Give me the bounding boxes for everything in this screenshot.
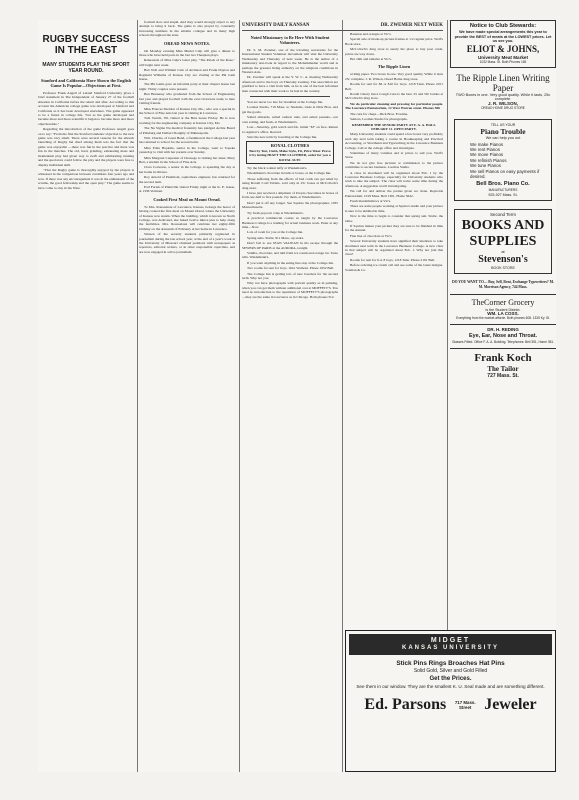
small-ad: writing paper. Two boxes in one. Very good quality. While it lasts 25c complete. J. R. Wilson, Oread Home drug store. (345, 72, 443, 81)
small-ad: Valentines of many varieties and at prices to suit you. Wolf's Store. (345, 150, 443, 160)
books-top: Second Term (490, 212, 516, 218)
doctor-name: DR. H. REDING (487, 327, 519, 333)
column-1 (38, 20, 134, 772)
piano-help: We can help you out (485, 136, 521, 141)
eliot-name: ELIOT & JOHNS, (466, 43, 540, 54)
divider (250, 96, 330, 97)
corner-text: Everything from the market afforde. Both phones 608. 1335 Ky. St. (456, 316, 550, 321)
news-note: Tom Veatch, '09, visited at the Beta house Friday. He is now working for the engineering company at Kansas City, Mo. (139, 116, 235, 125)
column-5 (450, 20, 556, 620)
royal-clothes-text: Best by Test, Cloth, Make Style, Fit, Price Wear. Prove it by letting HIATT THE CLOTHIER, order for you a ROYAL SUIT. (249, 148, 331, 162)
jeweler-name: Ed. Parsons (364, 696, 447, 713)
small-ad: I have just received a shipment of Utopia chocolates in boxes of from one-half to five pounds. Try them, at Wiedemann's. (242, 191, 338, 200)
rugby-deck: Stanford and California Have Shown the English Game Is Popular—Objections at First. (40, 78, 131, 88)
rugby-subhead: MANY STUDENTS PLAY THE SPORT YEAR ROUND. (42, 62, 130, 74)
doctor-title: Eye, Ear, Nose and Throat. (468, 332, 537, 339)
senior-party-notice: REMEMBER THE SENIOR PARTY AT F. A. A. HALL FEBUARY 11. OPEN PARTY. (352, 122, 436, 131)
small-ad: Fresh marshmallows at Vic's. (350, 199, 391, 203)
small-ad: You are never too late for breakfast at the College Inn. (247, 100, 324, 105)
small-ad: If you want anything in the eating line stop at the College Inn. (247, 260, 334, 265)
masthead-left: UNIVERSITY DAILY KANSAN (242, 22, 310, 28)
bell-bros-address: 925-927 Mass. St. (488, 192, 518, 197)
column-rule (239, 20, 240, 772)
small-ad: Those suffering from the effects of bad colds can get relief by using Roxall Cold Tablets, sold only in 25c boxes at McColloch's drug store. (242, 176, 338, 190)
news-note: Rehearsals of Miss Culp's latest play, "The Petals of the Rose," will begin next week. (139, 58, 235, 67)
small-ad: Special sale of made-up picture frames at 1/2 regular price. Wolf's Book store. (345, 37, 443, 46)
books-sub: BOOK STORE (491, 266, 515, 271)
news-note: Miss Edna Hopkins, senior in the College, went to Topeka yesterday to visit with her parents over Sunday. (139, 145, 235, 155)
column-2 (139, 20, 235, 772)
piano-item: We tune Pianos (470, 163, 501, 169)
corner-grocery-ad (450, 294, 556, 321)
small-ad: A practical commercial course as taught by the Lawrence Business College is a training for actual business work. Enter at any time—Now. (242, 216, 338, 229)
small-ad: Don't fail to see JEAN VALJEAN in his escape through the SEWERS OF PARIS at the AURORA, tonight. (242, 241, 338, 250)
small-ad: Wiedemann's chocolate in bulk or boxes, at the College Inn. (247, 171, 332, 176)
rugby-headline: RUGBY SUCCESS IN THE EAST (42, 34, 130, 56)
news-note: The Nu Sigma Nu medical fraternity has pledged Archie Beard of Pittsburg and Delbert Doughty of Minneapolis. (139, 126, 235, 135)
small-ad: Spring suits. Stultz, 911 Mass., up stairs. (247, 235, 304, 240)
koch-sub: The Tailor (487, 364, 519, 373)
small-ad: The College Inn is getting lots of new boarders for the second term. Why not you. (242, 271, 338, 280)
news-note: Bob Noll and William Cain of Atchison and Frank Dayton and Reginald Williams of Kansas City are visiting at the Phi Gam house. (139, 68, 235, 82)
news-note: Clara Converse, a senior in the College, is spending the day at her home in Ottawa. (139, 165, 235, 174)
typewriter-ad: DO YOU WANT TO— Buy, Sell, Rent, Exchange Typewriters? M. M. Morrison Agency, 744 Mass. (452, 280, 554, 290)
ripple-wilson: J. R. WILSON, (487, 100, 518, 106)
eliot-address: 1032 Mass. St. Both Phones 165 (479, 60, 527, 65)
jeweler-items: Stick Pins Rings Broaches Hat Pins (396, 660, 505, 667)
ripple-heading: The Ripple Linen (377, 64, 411, 70)
small-ad: Roxall Cherry Juice Cough Cure is the best. 25 and 50c bottles at McColloch's drug store. (345, 92, 443, 101)
small-ad: Two rooms for rent for boys. 1041 Vermont. Phone 1652 Bell. (247, 266, 335, 271)
bell-bros-title: Bell Bros. Piano Co. (476, 181, 530, 188)
doctor-text: Glasses Fitted. Office F. A. A. Building. Telephones: Bell 351, Home 351. (451, 339, 555, 344)
doctor-ad (450, 324, 556, 343)
news-note: Roy Arnold of Piedmont, sophomore engineer, has returned for the second term. (139, 175, 235, 184)
club-stewards-ad (450, 20, 556, 68)
small-ad: There are some people working at Squire's studio and your picture is sure to be skidded in time. (345, 204, 443, 213)
masthead-right: DR. ZWEMER NEXT WEEK (380, 22, 443, 28)
column-4 (345, 32, 443, 625)
small-ad: Lost—Saturday, gold watch and fob, initial "M" on face. Return to registrar's office. Reward. (242, 125, 338, 134)
news-note: Wm. Charles, of Great Bend, a freshman in the College last year has returned to school for the second term. (139, 135, 235, 145)
newspaper-page (38, 20, 556, 772)
small-ad: Rooms for rent for 6 or 8 boys, 1218 Tenn. Phone 2101 Bell. (350, 257, 436, 262)
piano-ad (454, 119, 552, 201)
article-paragraph: football slow and stupid. And they would strongly object to any attempt to bring it back. The game is also played by constantly increasing numbers in the smaller colleges and in many high schools throughout the state. (139, 20, 235, 38)
news-note: On Monday evening Miss Muriel Culp will give a dinner to those who have held parts in the last two Thespian plays. (139, 48, 235, 58)
small-ad: Several University students have signified their intention to take shorthand next term in the Lawrence Business College. A new class in that subject will be organized about Feb. 1. Why not join this class? (345, 239, 443, 257)
jeweler-pin: KANSAS UNIVERSITY (401, 645, 499, 651)
jeweler-top: MIDGET (430, 637, 471, 644)
article-paragraph: Regarding the introduction of the game Professor Angell goes on to say: "From the first the Stanford students' objection to the new game was very small. There were several reasons for the smooth launching of Rugby but chief among them was the fact that the game was enjoyable —there was fun in the practice and there was fun in the matches. The old, hard, grinding, exhausting mass and momentum play had given way to swift and exhilarating running and the spectators could follow the play and the players were free to display individual skill. (38, 127, 134, 167)
small-ad: If Squires makes your picture they are sure to be finished in time for the Annual. (345, 224, 443, 233)
small-ad: Fine line of chocolate at Vic's. (350, 233, 393, 238)
small-ad: Before ordering ice cream call and see some of the latest designs. Soxman & Co. (345, 263, 443, 272)
oread-heading: OREAD NEWS NOTES. (164, 40, 210, 46)
small-ad: A class in shorthand will be organized about Feb. 1 by the Lawrence Business College, especially for University students who wish to take the subject. The class will recite some time during the afternoon. A suggestion worth investigating. (345, 170, 443, 188)
small-ad: We do not give free pictures or commission to the picture committee to secure business. Loomas Studio. (345, 160, 443, 170)
small-ad: Try fresh popcorn crisp at Wiedemann's. (247, 210, 304, 215)
royal-clothes-title: ROYAL CLOTHES (270, 143, 310, 149)
article-paragraph: Sixteen of the seventy students primarily registered in journalism during the last school year, at the end of a year's work at the University of Missouri obtained positions with newspapers as reporters, editorial writers, or in other responsible capacities, and are now engaged in active journalism. (139, 232, 235, 254)
piano-item: We sell Pianos on easy payments if desired. (470, 168, 540, 180)
column-3 (242, 32, 338, 772)
books-store: Stevenson's (478, 254, 528, 266)
news-note: Ben Hennessy who graduated from the School of Engineering last year and played football with the ever-victorious team, is here visiting friends. (139, 92, 235, 106)
corner-sub: is the Student District. (485, 307, 521, 312)
books-big: BOOKS AND SUPPLIES (461, 217, 545, 249)
small-ad: Salted almonds, salted cashew nuts, and salted peanuts—our own salting, and fresh, at Wiedemann's. (242, 115, 338, 124)
small-ad: Why not have photographs with portrait quality as in painting, when you can get them without additional cost at MOFFETT'S. You need no introduction to the reputation of MOFFETT'S photographs—they are the same in Lawrence as in Chicago. Both phones 312. (242, 281, 338, 299)
jeweler-materials: Solid Gold, Silver and Gold Filled (413, 668, 488, 674)
small-ad: We call for and deliver the parties given we clean. Reynolds Pantatorium, 1019 Mass. Bell 1361, Home 5642. (345, 189, 443, 198)
ripple-store: OREAD HOME DRUG STORE (481, 106, 525, 111)
koch-name: Frank Koch (474, 351, 532, 364)
books-at: at (501, 248, 505, 254)
small-ad: Rooms for rent for $6 or $10 for boys. 1218 Tenn. Phone 2101 Bell. (345, 82, 443, 91)
piano-item: We make Pianos (470, 141, 504, 147)
small-ad: The cure for chaps—Dick Bros. Frostine. (350, 111, 409, 116)
masthead (242, 20, 443, 31)
news-note: Miss Frances Sheldon of Kansas City, Mo., who was a special in the School of Fine Arts last year is visiting in Lawrence. (139, 106, 235, 115)
small-ad: Bananas and oranges at Vic's. (350, 32, 392, 36)
books-ad (454, 209, 552, 274)
article-paragraph: "That the Rugby game is thoroughly enjoyed by the players is witnessed in the comparison between conditions four years ago and now. If there was any encouragement it was in the enthusiasm of the scrums, the good fellowship and the open play." The game seems to have come to stay in the West. (38, 167, 134, 190)
small-ad: Loomas Studio, 719 Mass. st. Students, trade at Dick Bros. and get the goods. (242, 105, 338, 114)
jeweler-role: Jeweler (484, 696, 537, 713)
article-paragraph: Professor Frank Angell of Leland Stanford University gives a brief statement in The Independent of January 27 of the football situation in California before the return and after. According to this account the American college game was developed at Stanford and California as it has been developed elsewhere. The game appeared to be a future in college life, "but as the game developed and became more and more scientific it began to become more and more objectionable." (38, 91, 134, 126)
small-ad: Don't put it off any longer. See Squires the photographer, 1035 Massachusetts. (242, 200, 338, 210)
news-note: Earl Farish of Plainville visited Friday night at the K. E. house, at 1336 Vermont. (139, 185, 235, 194)
jeweler-address: 717 Mass. Street (454, 700, 476, 710)
small-ad: Many University students could spend a few hours very profitably each day next term taking a course in Bookkeeping and Practical Accounting, or Shorthand and Typewriting in the Lawrence Business College. Call at the college office and investigate. (345, 132, 443, 150)
piano-title: Piano Trouble (480, 127, 526, 137)
corner-title: TheCorner Grocery (471, 297, 535, 307)
bell-bros-sub: MANUFACTURERS (488, 188, 518, 193)
corner-name: WM. LA COSS. (487, 311, 519, 317)
column-rule (342, 20, 343, 772)
eliot-sub: University Meat Market (477, 54, 529, 60)
article-paragraph: Dr. S. M. Zwemer, one of the traveling secretaries for the International Student Volunteer movement will visit the University Wednesday and Thursday of next week. He is the author of a missionary text-book in regard to the Mohammedan world and is perhaps the greatest living authority on the religious conditions in Western Asia. (242, 48, 338, 75)
ripple-title: The Ripple Linen Writing Paper (456, 72, 550, 93)
notice-text: We have made special arrangements this year to provide the BEST of meats at the LOWEST prices. Let us see you. (454, 30, 552, 44)
small-ad: Vanilla, chocolate, and tutti frutti ice cream and orange ice. Taste tells. Wiedemann's. (242, 250, 338, 260)
koch-tailor-ad (450, 348, 556, 378)
small-ad: Hot chili and tamales at Vic's. (350, 57, 392, 62)
jeweler-prices: Get the Prices. (429, 676, 472, 682)
article-paragraph: Dr. Zwemer will speak at the Y. W. C. A. meeting Wednesday afternoon and to the boys on Thursday evening. The association are gratified to have a visit from him, as he is one of the best informed men connected with their work to be had in the country. (242, 75, 338, 93)
missionary-heading: Noted Missionary to Be Here With Student Volunteers. (250, 35, 330, 45)
piano-item: We rent Pianos (470, 147, 500, 152)
ripple-ad (450, 71, 556, 113)
notice-title: Notice to Club Stewards: (469, 23, 537, 29)
small-ad: Lots of room for you at the College Inn. (247, 230, 304, 235)
koch-address: 727 Mass. St. (487, 372, 519, 379)
piano-item: We move Pianos (470, 152, 504, 158)
piano-tell: TELL US YOUR (490, 122, 516, 127)
small-ad: Try the black walnut taffy at Wiedemann's. (247, 166, 308, 171)
column-rule (137, 20, 138, 772)
piano-item: We refinish Pianos (470, 157, 507, 163)
jeweler-ad (345, 630, 556, 772)
news-note: The Phi Gams gave an informal party at their chapter house last night. Thirty couples were present. (139, 82, 235, 91)
small-ad: Start the new term by boarding at the College Inn. (247, 134, 318, 139)
jeweler-sub: See them in our window. They are the smallest K. U. Seal made and are something different. (356, 684, 545, 689)
article-paragraph: To Mrs. Rousseleau of Lawrence, Kansas, belongs the honor of having cooked the first meal on Mount Oread, where the University of Kansas now stands. When the building, which is known as North College, was dedicated, she baked twelve mince pies to help along the festivities. Mrs. Rousselaux will celebrate her eighty-fifth birthday on the sixteenth of February at her home in Lawrence. (139, 204, 235, 231)
ripple-text: TWO Boxes in one. Very good quality. While it lasts, 25c complete. (455, 92, 551, 102)
news-note: Miss Margaret Carpenter of Osawego is visiting her sister, Mary Bett, a student in the School of Fine Arts. (139, 155, 235, 164)
meal-heading: Cooked First Meal on Mount Oread. (153, 196, 221, 202)
royal-clothes-ad (246, 141, 334, 164)
small-ad: McColloch's drug store is surely the place to buy post cards, prices are way down. (345, 47, 443, 56)
pantatorium-notice: We do particular cleaning and pressing for particular people. The Lawrence Pantatorium, 12 West Warren street. Phones 506 (345, 101, 443, 111)
small-ad: Seniors, Loomas Studio for photographs. (350, 117, 408, 122)
small-ad: Now is the time to begin to consider that spring suit. Stultz, the tailor. (345, 214, 443, 223)
